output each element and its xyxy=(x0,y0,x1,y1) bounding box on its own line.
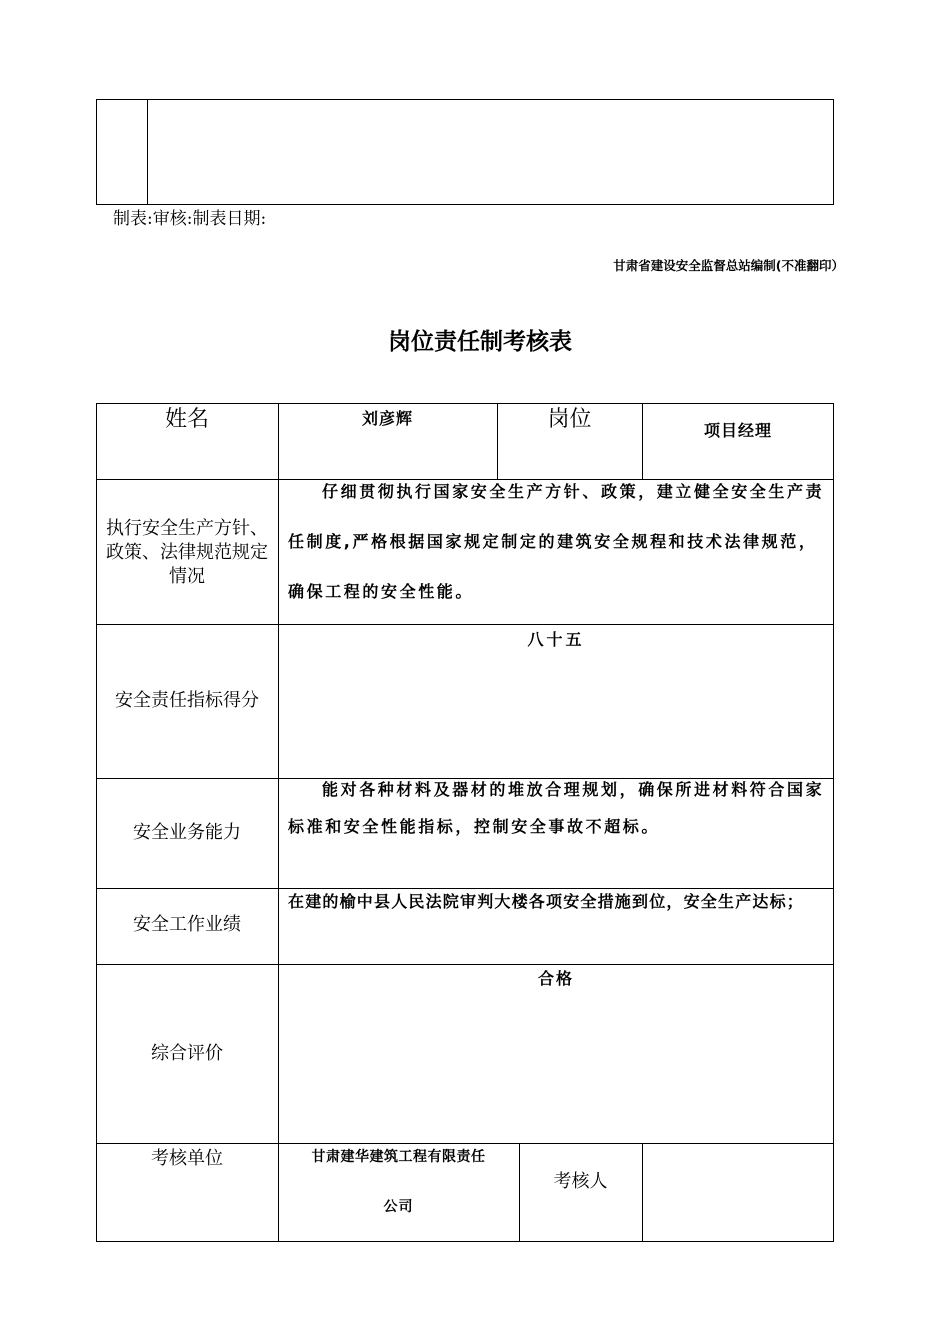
evaluation-label: 综合评价 xyxy=(151,1043,223,1064)
previous-table-divider xyxy=(147,99,148,205)
publisher-note: 甘肃省建设安全监督总站编制(不准翻印） xyxy=(613,258,844,273)
row-divider xyxy=(96,1143,834,1144)
score-label: 安全责任指标得分 xyxy=(115,690,259,711)
row-divider xyxy=(96,624,834,625)
previous-table-remnant xyxy=(96,99,834,205)
performance-label: 安全工作业绩 xyxy=(133,914,241,935)
post-label: 岗位 xyxy=(547,407,592,432)
performance-value: 在建的榆中县人民法院审判大楼各项安全措施到位，安全生产达标； xyxy=(288,892,805,911)
unit-label: 考核单位 xyxy=(151,1148,223,1169)
sign-line: 制表:审核:制表日期: xyxy=(113,209,267,229)
ability-value: 能对各种材料及器材的堆放合理规划，确保所进材料符合国家标准和安全性能指标，控制安全事故不超标。 xyxy=(288,780,825,836)
page-title: 岗位责任制考核表 xyxy=(388,329,572,355)
post-value: 项目经理 xyxy=(703,421,772,440)
unit-value-line1: 甘肃建华建筑工程有限责任 xyxy=(311,1149,486,1165)
name-label: 姓名 xyxy=(164,407,209,432)
assessor-value-divider xyxy=(642,1143,643,1242)
assessor-label: 考核人 xyxy=(553,1171,608,1192)
evaluation-value: 合格 xyxy=(537,969,574,988)
policy-value: 仔细贯彻执行国家安全生产方针、政策，建立健全安全生产责任制度,严格根据国家规定制定的建筑安全规程和技术法律规范，确保工程的安全性能。 xyxy=(288,482,825,601)
ability-label: 安全业务能力 xyxy=(133,822,241,843)
name-value: 刘彦辉 xyxy=(361,409,413,428)
score-value: 八十五 xyxy=(527,630,585,649)
label-column-divider xyxy=(278,403,279,1242)
policy-label: 执行安全生产方针、政策、法律规范规定情况 xyxy=(106,518,268,587)
unit-value-line2: 公司 xyxy=(383,1199,414,1215)
row-divider xyxy=(96,964,834,965)
